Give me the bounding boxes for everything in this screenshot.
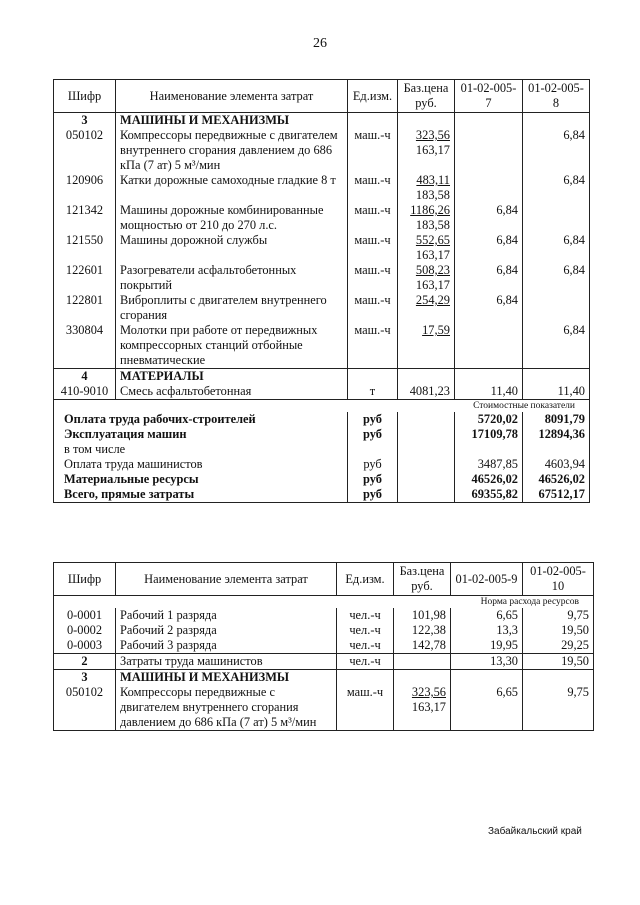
totals-row xyxy=(54,427,590,442)
row-price xyxy=(394,685,451,731)
row-unit: чел.-ч xyxy=(337,654,394,670)
row-code: 050102 xyxy=(65,128,104,142)
machine-row xyxy=(54,263,590,293)
row-value-2: 6,84 xyxy=(523,323,590,369)
section-title: МАШИНЫ И МЕХАНИЗМЫ xyxy=(116,670,337,686)
row-value-2: 6,84 xyxy=(523,128,590,173)
totals-row xyxy=(54,472,590,487)
row-value-2: 46526,02 xyxy=(523,472,590,487)
cost-caption: Стоимостные показатели xyxy=(473,401,575,411)
row-code: 050102 xyxy=(65,685,104,699)
worker-row xyxy=(54,623,594,638)
row-price-main: 101,98 xyxy=(411,608,446,622)
row-price-secondary: 163,17 xyxy=(415,248,450,262)
header-price: Баз.цена руб. xyxy=(398,80,455,113)
row-unit: маш.-ч xyxy=(348,128,398,173)
norm-caption-row xyxy=(54,596,594,609)
section-number: 3 xyxy=(81,113,88,127)
row-value-1: 19,95 xyxy=(451,638,523,654)
row-label: Всего, прямые затраты xyxy=(64,487,195,501)
row-value-1: 6,84 xyxy=(455,263,523,293)
row-unit: маш.-ч xyxy=(348,263,398,293)
row-code: 330804 xyxy=(65,323,104,337)
header-name: Наименование элемента затрат xyxy=(116,80,348,113)
row-value-1: 69355,82 xyxy=(455,487,523,503)
header-price: Баз.цена руб. xyxy=(394,563,451,596)
row-unit: т xyxy=(348,384,398,400)
section-title: МАТЕРИАЛЫ xyxy=(116,369,348,385)
materials-body xyxy=(54,384,590,400)
row-code: 0-0003 xyxy=(66,638,103,652)
header-col2: 01-02-005-8 xyxy=(523,80,590,113)
section-number: 3 xyxy=(81,670,88,684)
row-price-secondary: 163,17 xyxy=(415,278,450,292)
row-label: Оплата труда машинистов xyxy=(64,457,203,471)
footer-region: Забайкальский край xyxy=(488,826,582,837)
row-name: Рабочий 3 разряда xyxy=(116,638,337,654)
row-unit: руб xyxy=(348,472,398,487)
row-price xyxy=(398,173,455,203)
row-label: Оплата труда рабочих-строителей xyxy=(64,412,256,426)
header-unit: Ед.изм. xyxy=(348,80,398,113)
row-price xyxy=(398,233,455,263)
machinist-labor-row xyxy=(54,654,594,670)
header-code: Шифр xyxy=(54,80,116,113)
row-name: Разогреватели асфальтобетонных покрытий xyxy=(116,263,348,293)
row-name: Молотки при работе от передвижных компрессорных станций отбойные пневматические xyxy=(116,323,348,369)
row-price-secondary: 163,17 xyxy=(415,143,450,157)
row-value-1 xyxy=(455,323,523,369)
machine-row xyxy=(54,203,590,233)
row-unit: маш.-ч xyxy=(348,293,398,323)
row-unit: чел.-ч xyxy=(337,623,394,638)
header-col1: 01-02-005-9 xyxy=(451,563,523,596)
row-price xyxy=(394,608,451,623)
row-price-main: 122,38 xyxy=(411,623,446,637)
row-value-2: 6,84 xyxy=(523,173,590,203)
row-price-main: 552,65 xyxy=(415,233,450,247)
row-unit: руб xyxy=(348,412,398,427)
row-price xyxy=(394,623,451,638)
row-price-main: 254,29 xyxy=(415,293,450,307)
row-price-main: 483,11 xyxy=(416,173,450,187)
section-number: 2 xyxy=(81,654,88,668)
machine-row xyxy=(54,293,590,323)
header-name: Наименование элемента затрат xyxy=(116,563,337,596)
row-unit: маш.-ч xyxy=(348,323,398,369)
row-code: 122601 xyxy=(65,263,104,277)
row-value-2: 11,40 xyxy=(523,384,590,400)
row-unit: руб xyxy=(348,457,398,472)
row-value-1: 3487,85 xyxy=(455,457,523,472)
header-col1: 01-02-005-7 xyxy=(455,80,523,113)
row-name: Смесь асфальтобетонная xyxy=(116,384,348,400)
row-unit: маш.-ч xyxy=(337,685,394,731)
row-value-2 xyxy=(523,442,590,457)
row-unit: маш.-ч xyxy=(348,203,398,233)
header-col2: 01-02-005-10 xyxy=(523,563,594,596)
row-label: Эксплуатация машин xyxy=(64,427,187,441)
row-price xyxy=(398,427,455,442)
row-value-1: 6,65 xyxy=(451,608,523,623)
row-value-2: 67512,17 xyxy=(523,487,590,503)
row-price xyxy=(398,203,455,233)
row-price-main: 17,59 xyxy=(422,323,450,337)
row-price xyxy=(398,472,455,487)
row-price xyxy=(398,384,455,400)
row-value-2: 4603,94 xyxy=(523,457,590,472)
machine-row xyxy=(54,685,594,731)
totals-row xyxy=(54,412,590,427)
totals-row xyxy=(54,487,590,503)
row-value-1: 6,84 xyxy=(455,233,523,263)
totals-row xyxy=(54,442,590,457)
row-price xyxy=(398,412,455,427)
row-price-main: 4081,23 xyxy=(409,384,450,398)
row-price-main: 323,56 xyxy=(415,128,450,142)
row-price xyxy=(398,263,455,293)
row-value-2: 6,84 xyxy=(523,263,590,293)
machine-row xyxy=(54,173,590,203)
row-code: 122801 xyxy=(65,293,104,307)
row-price-secondary: 163,17 xyxy=(411,700,446,714)
row-unit xyxy=(348,442,398,457)
row-value-1: 13,3 xyxy=(451,623,523,638)
row-value-2: 12894,36 xyxy=(523,427,590,442)
machines-body xyxy=(54,685,594,731)
row-unit: руб xyxy=(348,427,398,442)
section-row xyxy=(54,113,590,129)
row-value-1: 6,65 xyxy=(451,685,523,731)
row-value-1 xyxy=(455,442,523,457)
row-code: 121342 xyxy=(65,203,104,217)
row-value-1 xyxy=(455,173,523,203)
row-name: Компрессоры передвижные с двигателем внутреннего сгорания давлением до 686 кПа (7 ат) 5 м³/мин xyxy=(116,128,348,173)
row-name: Машины дорожной службы xyxy=(116,233,348,263)
row-price-main: 323,56 xyxy=(411,685,446,699)
machine-row xyxy=(54,233,590,263)
material-row xyxy=(54,384,590,400)
row-value-2 xyxy=(523,203,590,233)
header-unit: Ед.изм. xyxy=(337,563,394,596)
row-name: Рабочий 2 разряда xyxy=(116,623,337,638)
cost-caption-row xyxy=(54,400,590,413)
row-unit: маш.-ч xyxy=(348,173,398,203)
machine-row xyxy=(54,323,590,369)
row-label: в том числе xyxy=(64,442,126,456)
row-code: 120906 xyxy=(65,173,104,187)
row-value-2: 29,25 xyxy=(523,638,594,654)
row-price-main: 142,78 xyxy=(411,638,446,652)
row-unit: чел.-ч xyxy=(337,608,394,623)
row-value-2 xyxy=(523,293,590,323)
row-value-1: 46526,02 xyxy=(455,472,523,487)
row-name: Компрессоры передвижные с двигателем внутреннего сгорания давлением до 686 кПа (7 ат) 5 м³/мин xyxy=(116,685,337,731)
row-price xyxy=(398,487,455,503)
row-unit: маш.-ч xyxy=(348,233,398,263)
header-code: Шифр xyxy=(54,563,116,596)
row-value-1: 17109,78 xyxy=(455,427,523,442)
row-price xyxy=(398,323,455,369)
resource-table-1 xyxy=(53,79,590,503)
machine-row xyxy=(54,128,590,173)
section-row xyxy=(54,369,590,385)
worker-row xyxy=(54,638,594,654)
row-code: 0-0001 xyxy=(66,608,103,622)
machines-body xyxy=(54,128,590,369)
row-value-2: 19,50 xyxy=(523,654,594,670)
totals-body xyxy=(54,412,590,503)
row-value-2: 9,75 xyxy=(523,608,594,623)
row-value-1 xyxy=(455,128,523,173)
row-value-2: 9,75 xyxy=(523,685,594,731)
row-value-2: 8091,79 xyxy=(523,412,590,427)
row-price-secondary: 183,58 xyxy=(415,188,450,202)
row-name: Рабочий 1 разряда xyxy=(116,608,337,623)
row-price xyxy=(394,638,451,654)
resource-table-2 xyxy=(53,562,594,731)
row-price xyxy=(398,442,455,457)
norm-caption: Норма расхода ресурсов xyxy=(480,597,579,607)
page-number: 26 xyxy=(313,36,327,51)
row-code: 410-9010 xyxy=(60,384,109,398)
totals-row xyxy=(54,457,590,472)
row-price xyxy=(398,457,455,472)
section-title: МАШИНЫ И МЕХАНИЗМЫ xyxy=(116,113,348,129)
row-unit: руб xyxy=(348,487,398,503)
row-name: Катки дорожные самоходные гладкие 8 т xyxy=(116,173,348,203)
row-price xyxy=(398,128,455,173)
row-price-main: 508,23 xyxy=(415,263,450,277)
workers-body xyxy=(54,608,594,654)
row-value-1: 6,84 xyxy=(455,203,523,233)
row-code: 0-0002 xyxy=(66,623,103,637)
row-price-secondary: 183,58 xyxy=(415,218,450,232)
row-price-main: 1186,26 xyxy=(410,203,450,217)
row-name: Виброплиты с двигателем внутреннего сгорания xyxy=(116,293,348,323)
row-value-2: 19,50 xyxy=(523,623,594,638)
row-name: Машины дорожные комбинированные мощностью от 210 до 270 л.с. xyxy=(116,203,348,233)
row-value-1: 6,84 xyxy=(455,293,523,323)
section-row xyxy=(54,670,594,686)
row-name: Затраты труда машинистов xyxy=(116,654,337,670)
row-unit: чел.-ч xyxy=(337,638,394,654)
row-value-1: 5720,02 xyxy=(455,412,523,427)
row-value-2: 6,84 xyxy=(523,233,590,263)
row-value-1: 13,30 xyxy=(451,654,523,670)
section-number: 4 xyxy=(81,369,88,383)
worker-row xyxy=(54,608,594,623)
row-value-1: 11,40 xyxy=(455,384,523,400)
row-price xyxy=(398,293,455,323)
row-label: Материальные ресурсы xyxy=(64,472,199,486)
row-code: 121550 xyxy=(65,233,104,247)
